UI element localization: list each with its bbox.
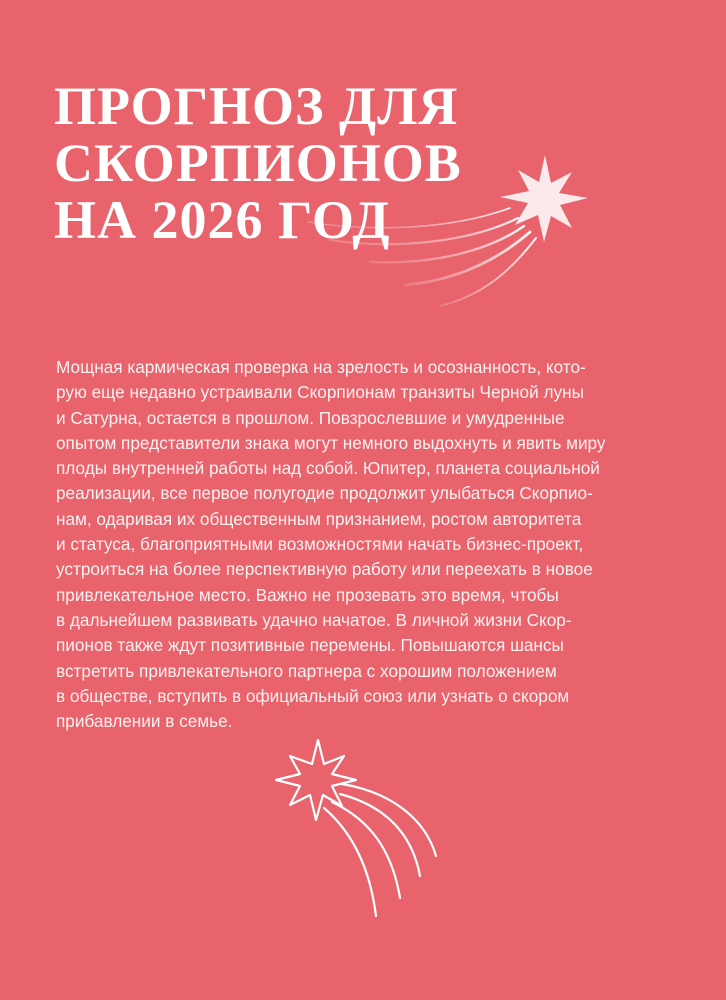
body-line: пионов также ждут позитивные перемены. Повышаются шансы bbox=[56, 635, 564, 656]
body-line: в дальнейшем развивать удачно начатое. В личной жизни Скор- bbox=[56, 609, 572, 630]
body-line: устроиться на более перспективную работу или переехать в новое bbox=[56, 559, 593, 580]
shooting-star-icon bbox=[300, 150, 600, 320]
body-line: привлекательное место. Важно не прозевать это время, чтобы bbox=[56, 584, 559, 605]
title-line: НА 2026 ГОД bbox=[54, 190, 391, 250]
body-line: плоды внутренней работы над собой. Юпитер, планета социальной bbox=[56, 458, 600, 479]
body-line: реализации, все первое полугодие продолжит улыбаться Скорпио- bbox=[56, 483, 593, 504]
body-line: прибавлении в семье. bbox=[56, 711, 233, 732]
body-line: опытом представители знака могут немного выдохнуть и явить миру bbox=[56, 432, 606, 453]
shooting-star-outline-icon bbox=[260, 728, 520, 928]
title-line: СКОРПИОНОВ bbox=[54, 133, 462, 193]
body-line: и Сатурна, остается в прошлом. Повзрослевшие и умудренные bbox=[56, 407, 565, 428]
title-line: ПРОГНОЗ ДЛЯ bbox=[54, 76, 459, 136]
body-line: Мощная кармическая проверка на зрелость и осознанность, кото- bbox=[56, 357, 586, 377]
body-line: и статуса, благоприятными возможностями начать бизнес-проект, bbox=[56, 534, 584, 555]
body-line: нам, одаривая их общественным признанием, ростом авторитета bbox=[56, 508, 582, 529]
body-line: в обществе, вступить в официальный союз или узнать о скором bbox=[56, 685, 570, 706]
body-text bbox=[56, 355, 646, 734]
body-line: рую еще недавно устраивали Скорпионам транзиты Черной луны bbox=[56, 382, 584, 403]
body-line: встретить привлекательного партнера с хорошим положением bbox=[56, 660, 557, 681]
